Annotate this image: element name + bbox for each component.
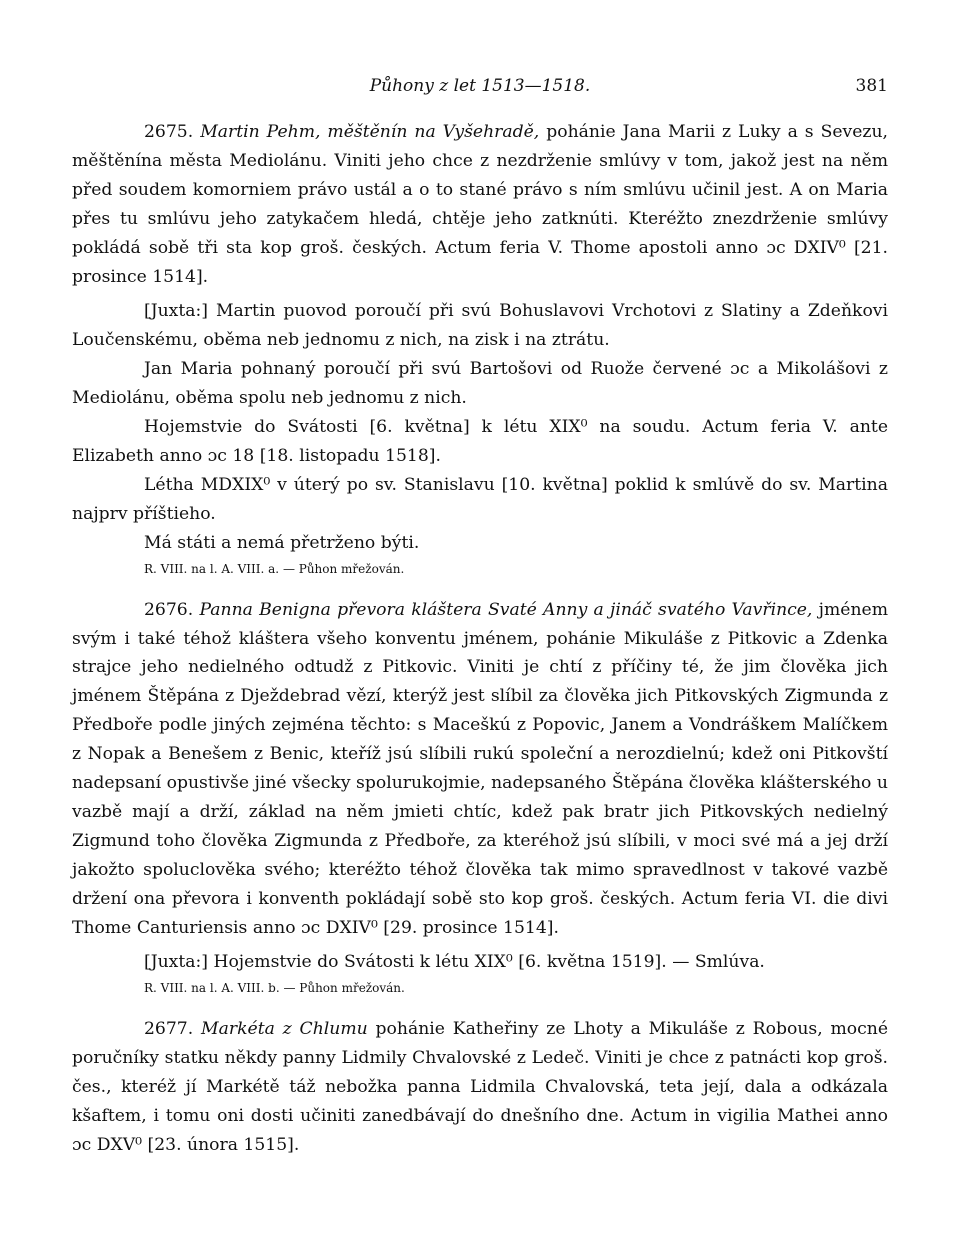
entry-paragraph: Létha MDXIX⁰ v úterý po sv. Stanislavu [10. května] poklid k smlúvě do sv. Martina najprv příštieho. (72, 474, 888, 524)
archival-signature: R. VIII. na l. A. VIII. a. — Půhon mřežován. (144, 561, 405, 576)
page-number: 381 (855, 76, 888, 96)
main-text (72, 118, 888, 1160)
entry-number: 2676. (144, 599, 194, 620)
page-header (0, 76, 960, 100)
entry-paragraph: Jan Maria pohnaný poroučí při svú Bartošovi od Ruože červené ɔc a Mikolášovi z Mediolánu, oběma spolu neb jednomu z nich. (72, 359, 888, 409)
entry-2675 (72, 118, 888, 291)
entry-number: 2675. (144, 122, 194, 142)
entry-number: 2677. (144, 1019, 194, 1040)
entry-paragraph: Má státi a nemá přetrženo býti. (144, 532, 420, 553)
entry-paragraph: [Juxta:] Hojemstvie do Svátosti k létu XIX⁰ [6. května 1519]. — Smlúva. (144, 952, 765, 973)
entry-2677 (72, 1015, 888, 1160)
entry-text: jménem svým i také téhož kláštera všeho konventu jménem, pohánie Mikuláše z Pitkovic a Zdenka strajce jeho nedielného odtudž z Pitkovic. Viniti je chtí z příčiny té, že jim člověka jich jménem Štěpána z Dježdebrad vězí, kterýž jest slíbil za člověka jich Pitkovských Zigmunda z Předboře podle jiných zejména těchto: s Maceškú z Popovic, Janem a Vondráškem Malíčkem z Nopak a Benešem z Benic, kteříž jsú slíbili rukú společní a nerozdielnú; kdež oni Pitkovští nadepsaní opustivše jiné všecky spolurukojmie, nadepsaného Štěpána člověka klášterského u vazbě mají a drží, základ na něm jmieti chtíc, kdež pak bratr jich Pitkovských nedielný Zigmund toho člověka Zigmunda z Předboře, za kteréhož jsú slíbili, v moci své má a jej drží jakožto spoluclověka svého; kteréžto téhož člověka tak mimo spravedlnost v takové vazbě držení ona převora i konventh pokládají sobě sto kop groš. českých. Actum feria VI. die divi Thome Canturiensis anno ɔc DXIV⁰ [29. prosince 1514]. (72, 599, 888, 938)
entry-2676 (72, 596, 888, 943)
archival-signature: R. VIII. na l. A. VIII. b. — Půhon mřežován. (144, 981, 405, 996)
entry-text: pohánie Jana Marii z Luky a s Sevezu, měštěnína města Mediolánu. Viniti jeho chce z nezdrženie smlúvy v tom, jakož jest na něm před soudem komorniem právo ustál a o to stané právo s ním smlúvu učinil jest. A on Maria přes tu smlúvu jeho zatykačem hledá, chtěje jeho zatknúti. Kteréžto znezdrženie smlúvy pokládá sobě tři sta kop groš. českých. Actum feria V. Thome apostoli anno ɔc DXIV⁰ [21. prosince 1514]. (72, 122, 889, 287)
running-title: Půhony z let 1513—1518. (369, 76, 591, 96)
entry-party-name: Martin Pehm, měštěnín na Vyšehradě, (200, 122, 540, 142)
entry-party-name: Markéta z Chlumu (201, 1019, 368, 1040)
entry-text: pohánie Katheřiny ze Lhoty a Mikuláše z Robous, mocné poručníky statku někdy panny Lidmily Chvalovské z Ledeč. Viniti je chce z patnácti kop groš. čes., kteréž jí Markétě táž nebožka panna Lidmila Chvalovská, teta její, dala a odkázala kšaftem, i tomu oni dosti učiniti zanedbávají do dnešního dne. Actum in vigilia Mathei anno ɔc DXV⁰ [23. února 1515]. (72, 1019, 889, 1155)
entry-party-name: Panna Benigna převora kláštera Svaté Anny a jináč svatého Vavřince, (199, 599, 813, 620)
entry-paragraph: [Juxta:] Martin puovod poroučí při svú Bohuslavovi Vrchotovi z Slatiny a Zdeňkovi Loučenskému, oběma neb jednomu z nich, na zisk i na ztrátu. (72, 301, 888, 351)
entry-paragraph: Hojemstvie do Svátosti [6. května] k létu XIX⁰ na soudu. Actum feria V. ante Elizabeth anno ɔc 18 [18. listopadu 1518]. (72, 417, 888, 466)
